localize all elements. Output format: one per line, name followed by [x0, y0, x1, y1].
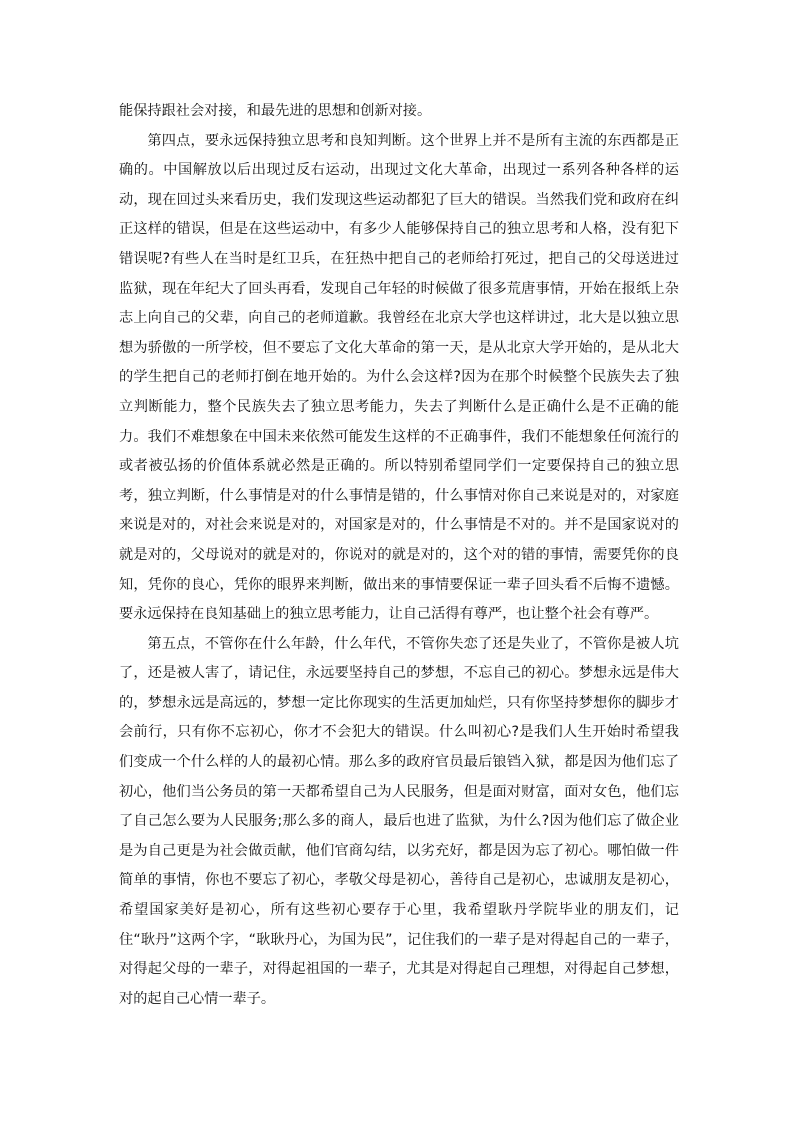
- paragraph: 第四点，要永远保持独立思考和良知判断。这个世界上并不是所有主流的东西都是正确的。中国解放以后出现过反右运动，出现过文化大革命，出现过一系列各种各样的运动，现在回过头来看历史，我们发现这些运动都犯了巨大的错误。当然我们党和政府在纠正这样的错误，但是在这些运动中，有多少人能够保持自己的独立思考和人格，没有犯下错误呢?有些人在当时是红卫兵，在狂热中把自己的老师给打死过，把自己的父母送进过监狱，现在年纪大了回头再看，发现自己年轻的时候做了很多荒唐事情，开始在报纸上杂志上向自己的父辈，向自己的老师道歉。我曾经在北京大学也这样讲过，北大是以独立思想为骄傲的一所学校，但不要忘了文化大革命的第一天，是从北京大学开始的，是从北大的学生把自己的老师打倒在地开始的。为什么会这样?因为在那个时候整个民族失去了独立判断能力，整个民族失去了独立思考能力，失去了判断什么是正确什么是不正确的能力。我们不难想象在中国未来依然可能发生这样的不正确事件，我们不能想象任何流行的或者被弘扬的价值体系就必然是正确的。所以特别希望同学们一定要保持自己的独立思考，独立判断，什么事情是对的什么事情是错的，什么事情对你自己来说是对的，对家庭来说是对的，对社会来说是对的，对国家是对的，什么事情是不对的。并不是国家说对的就是对的，父母说对的就是对的，你说对的就是对的，这个对的错的事情，需要凭你的良知，凭你的良心，凭你的眼界来判断，做出来的事情要保证一辈子回头看不后悔不遗憾。要永远保持在良知基础上的独立思考能力，让自己活得有尊严，也让整个社会有尊严。: [119, 132, 679, 623]
- paragraph: 第五点，不管你在什么年龄，什么年代，不管你失恋了还是失业了，不管你是被人坑了，还是被人害了，请记住，永远要坚持自己的梦想，不忘自己的初心。梦想永远是伟大的，梦想永远是高远的，梦想一定比你现实的生活更加灿烂，只有你坚持梦想你的脚步才会前行，只有你不忘初心，你才不会犯大的错误。什么叫初心?是我们人生开始时希望我们变成一个什么样的人的最初心情。那么多的政府官员最后锒铛入狱，都是因为他们忘了初心，他们当公务员的第一天都希望自己为人民服务，但是面对财富，面对女色，他们忘了自己怎么要为人民服务;那么多的商人，最后也进了监狱，为什么?因为他们忘了做企业是为自己更是为社会做贡献，他们官商勾结，以劣充好，都是因为忘了初心。哪怕做一件简单的事情，你也不要忘了初心，孝敬父母是初心，善待自己是初心，忠诚朋友是初心，希望国家美好是初心，所有这些初心要存于心里，我希望耿丹学院毕业的朋友们，记住“耿丹”这两个字，“耿耿丹心，为国为民”，记住我们的一辈子是对得起自己的一辈子，对得起父母的一辈子，对得起祖国的一辈子，尤其是对得起自己理想，对得起自己梦想，对的起自己心情一辈子。: [119, 635, 679, 1007]
- paragraph: 能保持跟社会对接，和最先进的思想和创新对接。: [119, 103, 432, 119]
- document-body: [119, 97, 679, 1014]
